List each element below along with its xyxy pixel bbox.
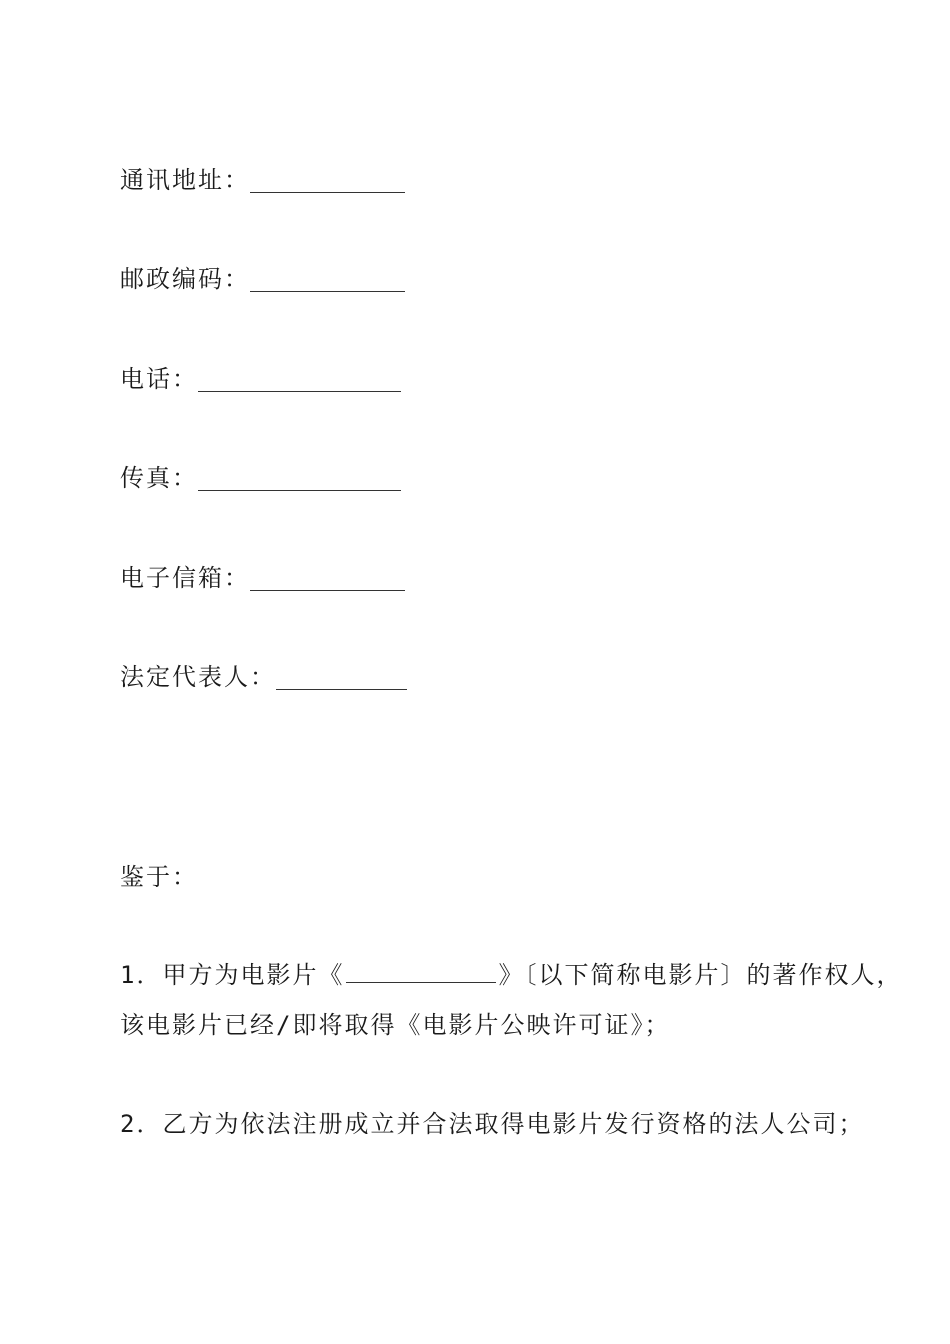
field-email	[120, 561, 405, 595]
field-postcode	[120, 262, 405, 296]
field-email-label: 电子信箱：	[120, 564, 250, 592]
field-fax-blank[interactable]	[198, 464, 401, 491]
field-address-blank[interactable]	[250, 166, 405, 193]
film-title-blank[interactable]	[346, 960, 496, 983]
field-email-blank[interactable]	[250, 564, 405, 591]
field-fax-label: 传真：	[120, 464, 198, 492]
field-legal-rep-label: 法定代表人：	[120, 663, 276, 691]
recital-item-1-line-1	[120, 958, 902, 992]
recitals-heading: 鉴于：	[120, 863, 198, 891]
field-phone-blank[interactable]	[198, 365, 401, 392]
field-fax	[120, 461, 401, 495]
field-postcode-blank[interactable]	[250, 265, 405, 292]
field-phone	[120, 362, 401, 396]
recital-item-1-suffix: 》〔以下简称电影片〕的著作权人，	[498, 961, 903, 989]
recital-item-2: 2．乙方为依法注册成立并合法取得电影片发行资格的法人公司；	[120, 1110, 865, 1138]
field-postcode-label: 邮政编码：	[120, 265, 250, 293]
field-address-label: 通讯地址：	[120, 166, 250, 194]
field-phone-label: 电话：	[120, 365, 198, 393]
field-legal-rep-blank[interactable]	[276, 663, 407, 690]
recital-item-1-line-2: 该电影片已经/即将取得《电影片公映许可证》；	[120, 1011, 671, 1039]
recital-item-1-prefix: 1．甲方为电影片《	[120, 961, 345, 989]
field-legal-rep	[120, 660, 407, 694]
field-address	[120, 163, 405, 197]
